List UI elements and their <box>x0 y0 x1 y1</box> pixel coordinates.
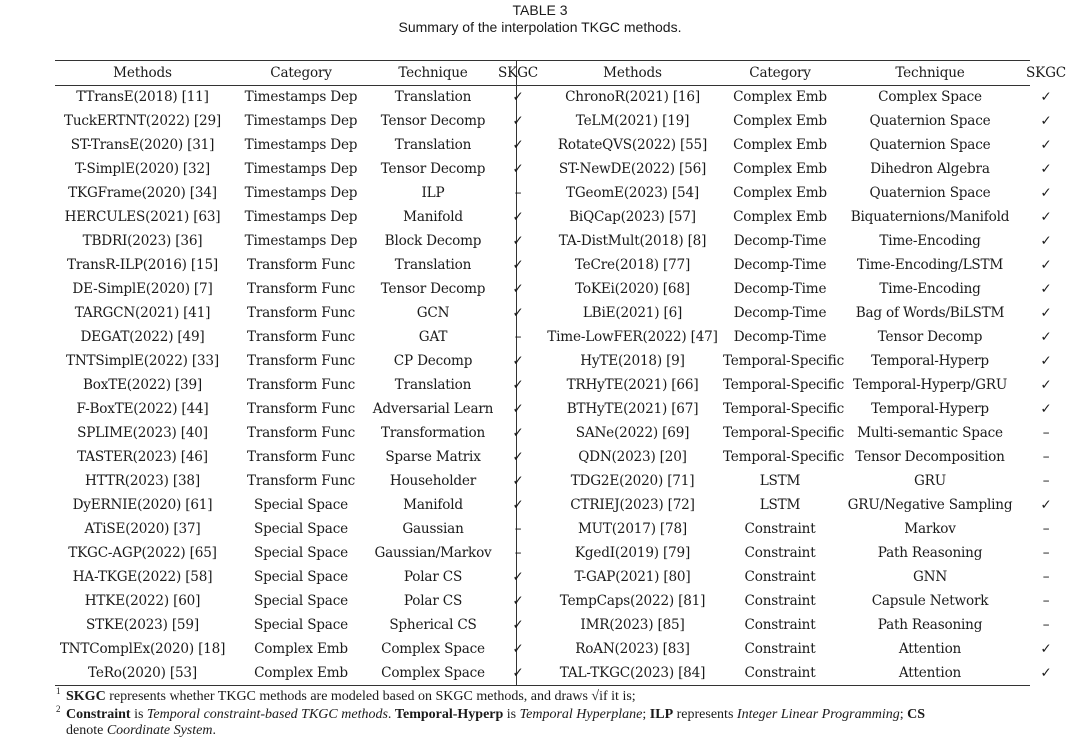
header-methods: Methods <box>603 65 662 81</box>
method-cell: TBDRI(2023) [36] <box>82 233 203 249</box>
category-cell: Temporal-Specific <box>723 449 844 465</box>
method-cell: TA-DistMult(2018) [8] <box>558 233 707 249</box>
technique-cell: Time-Encoding <box>879 281 981 297</box>
skgc-cell: – <box>514 545 522 561</box>
category-cell: Transform Func <box>246 377 356 393</box>
method-cell: HERCULES(2021) [63] <box>64 209 221 225</box>
footnote-definition: Temporal Hyperplane <box>519 707 643 722</box>
skgc-cell: ✓ <box>1040 281 1052 297</box>
method-cell: QDN(2023) [20] <box>578 449 687 465</box>
category-cell: Special Space <box>254 617 348 633</box>
category-cell: Temporal-Specific <box>723 425 844 441</box>
skgc-cell: ✓ <box>512 377 524 393</box>
method-cell: T-SimplE(2020) [32] <box>74 161 211 177</box>
table-body <box>55 85 1069 685</box>
table-row <box>55 205 1069 229</box>
method-cell: BiQCap(2023) [57] <box>569 209 696 225</box>
table-row <box>55 469 1069 493</box>
method-cell: TDG2E(2020) [71] <box>570 473 695 489</box>
footnote-text: . <box>212 723 216 738</box>
method-cell: TASTER(2023) [46] <box>77 449 208 465</box>
technique-cell: GCN <box>416 305 450 321</box>
category-cell: Complex Emb <box>254 641 348 657</box>
table-row <box>55 301 1069 325</box>
category-cell: Transform Func <box>246 353 356 369</box>
footnote-term: Constraint <box>66 707 131 722</box>
footnote-text: ; <box>642 707 650 722</box>
category-cell: Complex Emb <box>733 89 827 105</box>
method-cell: DyERNIE(2020) [61] <box>72 497 213 513</box>
technique-cell: Quaternion Space <box>869 137 991 153</box>
table-row <box>55 421 1069 445</box>
technique-cell: Tensor Decomp <box>380 113 486 129</box>
table-row <box>55 661 1069 685</box>
header-technique: Technique <box>895 65 965 81</box>
technique-cell: ILP <box>421 185 445 201</box>
skgc-cell: ✓ <box>512 641 524 657</box>
method-cell: DE-SimplE(2020) [7] <box>72 281 213 297</box>
category-cell: Special Space <box>254 521 348 537</box>
category-cell: Special Space <box>254 545 348 561</box>
footnote-mark: 1 <box>56 686 61 696</box>
table-row <box>55 565 1069 589</box>
category-cell: Timestamps Dep <box>244 89 358 105</box>
skgc-cell: ✓ <box>1040 209 1052 225</box>
skgc-cell: – <box>514 521 522 537</box>
technique-cell: Tensor Decomp <box>380 161 486 177</box>
category-cell: Constraint <box>744 665 816 681</box>
category-cell: Special Space <box>254 569 348 585</box>
technique-cell: Manifold <box>403 209 463 225</box>
technique-cell: Path Reasoning <box>877 545 983 561</box>
category-cell: Timestamps Dep <box>244 161 358 177</box>
skgc-cell: ✓ <box>1040 233 1052 249</box>
method-cell: TARGCN(2021) [41] <box>74 305 211 321</box>
footnote-term: ILP <box>649 707 674 722</box>
method-cell: ST-TransE(2020) [31] <box>70 137 215 153</box>
technique-cell: Quaternion Space <box>869 185 991 201</box>
skgc-cell: – <box>1042 425 1050 441</box>
category-cell: Transform Func <box>246 473 356 489</box>
footnote-text: denote <box>66 723 107 738</box>
method-cell: ChronoR(2021) [16] <box>565 89 700 105</box>
category-cell: Constraint <box>744 641 816 657</box>
method-cell: SPLIME(2023) [40] <box>77 425 208 441</box>
table-row <box>55 613 1069 637</box>
skgc-cell: – <box>1042 473 1050 489</box>
method-cell: STKE(2023) [59] <box>86 617 199 633</box>
header-category: Category <box>749 65 811 81</box>
category-cell: Complex Emb <box>733 137 827 153</box>
footnote-text: . <box>387 707 395 722</box>
skgc-cell: ✓ <box>1040 497 1052 513</box>
method-cell: TAL-TKGC(2023) [84] <box>559 665 706 681</box>
technique-cell: Multi-semantic Space <box>857 425 1003 441</box>
footnote-text: is <box>503 707 520 722</box>
category-cell: Special Space <box>254 497 348 513</box>
bottom-rule <box>55 685 1030 686</box>
technique-cell: Gaussian <box>402 521 464 537</box>
category-cell: Complex Emb <box>733 185 827 201</box>
technique-cell: Capsule Network <box>871 593 989 609</box>
skgc-cell: ✓ <box>1040 641 1052 657</box>
technique-cell: Householder <box>389 473 477 489</box>
category-cell: Complex Emb <box>733 161 827 177</box>
summary-table <box>55 61 1069 685</box>
header-methods: Methods <box>113 65 172 81</box>
table-label: TABLE 3 <box>512 2 568 18</box>
category-cell: Decomp-Time <box>733 329 827 345</box>
category-cell: Timestamps Dep <box>244 233 358 249</box>
skgc-cell: ✓ <box>512 113 524 129</box>
technique-cell: Transformation <box>380 425 486 441</box>
skgc-cell: ✓ <box>1040 665 1052 681</box>
technique-cell: Translation <box>394 257 472 273</box>
category-cell: Timestamps Dep <box>244 137 358 153</box>
technique-cell: Attention <box>898 665 962 681</box>
category-cell: Constraint <box>744 545 816 561</box>
category-cell: Timestamps Dep <box>244 185 358 201</box>
category-cell: Decomp-Time <box>733 233 827 249</box>
category-cell: Transform Func <box>246 425 356 441</box>
table-row <box>55 325 1069 349</box>
category-cell: LSTM <box>759 497 801 513</box>
table-row <box>55 397 1069 421</box>
method-cell: TGeomE(2023) [54] <box>566 185 699 201</box>
category-cell: Transform Func <box>246 329 356 345</box>
category-cell: Decomp-Time <box>733 257 827 273</box>
table-row <box>55 349 1069 373</box>
skgc-cell: ✓ <box>512 161 524 177</box>
table-row <box>55 445 1069 469</box>
skgc-cell: – <box>514 329 522 345</box>
category-cell: Complex Emb <box>254 665 348 681</box>
technique-cell: Complex Space <box>878 89 982 105</box>
category-cell: Transform Func <box>246 449 356 465</box>
header-category: Category <box>270 65 332 81</box>
technique-cell: GAT <box>418 329 448 345</box>
footnote-text: represents whether TKGC methods are modeled based on SKGC methods, and draws √if it is; <box>105 689 636 704</box>
method-cell: ATiSE(2020) [37] <box>84 521 201 537</box>
category-cell: Timestamps Dep <box>244 209 358 225</box>
skgc-cell: ✓ <box>512 233 524 249</box>
technique-cell: Bag of Words/BiLSTM <box>855 305 1005 321</box>
skgc-cell: ✓ <box>512 89 524 105</box>
header-technique: Technique <box>398 65 468 81</box>
skgc-cell: ✓ <box>512 473 524 489</box>
skgc-cell: ✓ <box>1040 353 1052 369</box>
method-cell: RoAN(2023) [83] <box>575 641 690 657</box>
skgc-cell: ✓ <box>512 209 524 225</box>
footnote-text: represents <box>673 707 737 722</box>
method-cell: LBiE(2021) [6] <box>582 305 683 321</box>
technique-cell: Dihedron Algebra <box>870 161 990 177</box>
method-cell: CTRIEJ(2023) [72] <box>570 497 695 513</box>
skgc-cell: ✓ <box>512 353 524 369</box>
method-cell: HTKE(2022) [60] <box>84 593 201 609</box>
technique-cell: Adversarial Learn <box>372 401 494 417</box>
table-row <box>55 373 1069 397</box>
technique-cell: Tensor Decomp <box>877 329 983 345</box>
category-cell: Constraint <box>744 521 816 537</box>
technique-cell: Gaussian/Markov <box>374 545 492 561</box>
skgc-cell: ✓ <box>512 497 524 513</box>
skgc-cell: – <box>1042 569 1050 585</box>
skgc-cell: ✓ <box>512 137 524 153</box>
table-row <box>55 133 1069 157</box>
technique-cell: GNN <box>912 569 948 585</box>
method-cell: TKGC-AGP(2022) [65] <box>68 545 217 561</box>
technique-cell: Temporal-Hyperp <box>871 353 989 369</box>
category-cell: Temporal-Specific <box>723 377 844 393</box>
header-skgc: SKGC <box>498 65 538 81</box>
category-cell: Special Space <box>254 593 348 609</box>
method-cell: SANe(2022) [69] <box>575 425 690 441</box>
footnote-definition: Coordinate System <box>106 723 213 738</box>
method-cell: MUT(2017) [78] <box>577 521 688 537</box>
technique-cell: Biquaternions/Manifold <box>850 209 1010 225</box>
skgc-cell: ✓ <box>512 425 524 441</box>
category-cell: Transform Func <box>246 305 356 321</box>
header-row <box>55 61 1069 85</box>
technique-cell: Block Decomp <box>384 233 482 249</box>
category-cell: Complex Emb <box>733 209 827 225</box>
table-row <box>55 637 1069 661</box>
technique-cell: Temporal-Hyperp/GRU <box>852 377 1008 393</box>
technique-cell: Translation <box>394 89 472 105</box>
header-skgc: SKGC <box>1026 65 1066 81</box>
table-row <box>55 85 1069 109</box>
skgc-cell: ✓ <box>1040 329 1052 345</box>
table-row <box>55 253 1069 277</box>
category-cell: Constraint <box>744 617 816 633</box>
skgc-cell: ✓ <box>1040 137 1052 153</box>
method-cell: HTTR(2023) [38] <box>85 473 200 489</box>
method-cell: TTransE(2018) [11] <box>76 89 209 105</box>
technique-cell: Complex Space <box>381 641 485 657</box>
method-cell: IMR(2023) [85] <box>580 617 685 633</box>
skgc-cell: ✓ <box>512 593 524 609</box>
technique-cell: Translation <box>394 137 472 153</box>
technique-cell: Polar CS <box>403 593 463 609</box>
skgc-cell: ✓ <box>512 569 524 585</box>
category-cell: Transform Func <box>246 257 356 273</box>
table-row <box>55 277 1069 301</box>
method-cell: TeCre(2018) [77] <box>574 257 691 273</box>
technique-cell: Spherical CS <box>389 617 477 633</box>
skgc-cell: ✓ <box>1040 161 1052 177</box>
category-cell: Temporal-Specific <box>723 401 844 417</box>
method-cell: DEGAT(2022) [49] <box>80 329 205 345</box>
footnote-term: Temporal-Hyperp <box>394 707 504 722</box>
method-cell: HA-TKGE(2022) [58] <box>72 569 213 585</box>
method-cell: TempCaps(2022) [81] <box>559 593 706 609</box>
technique-cell: Manifold <box>403 497 463 513</box>
table-row <box>55 493 1069 517</box>
technique-cell: Time-Encoding/LSTM <box>856 257 1004 273</box>
skgc-cell: – <box>1042 449 1050 465</box>
technique-cell: Markov <box>904 521 956 537</box>
method-cell: RotateQVS(2022) [55] <box>557 137 708 153</box>
technique-cell: Temporal-Hyperp <box>871 401 989 417</box>
method-cell: Time-LowFER(2022) [47] <box>547 329 718 345</box>
technique-cell: Tensor Decomp <box>380 281 486 297</box>
table-row <box>55 589 1069 613</box>
table-row <box>55 517 1069 541</box>
skgc-cell: – <box>1042 617 1050 633</box>
skgc-cell: ✓ <box>1040 113 1052 129</box>
technique-cell: Sparse Matrix <box>385 449 481 465</box>
skgc-cell: ✓ <box>512 449 524 465</box>
method-cell: BTHyTE(2021) [67] <box>566 401 699 417</box>
skgc-cell: – <box>1042 521 1050 537</box>
category-cell: Temporal-Specific <box>723 353 844 369</box>
skgc-cell: ✓ <box>1040 89 1052 105</box>
footnote-mark: 2 <box>56 704 61 714</box>
skgc-cell: ✓ <box>512 665 524 681</box>
method-cell: ST-NewDE(2022) [56] <box>558 161 707 177</box>
method-cell: TuckERTNT(2022) [29] <box>63 113 222 129</box>
table-row <box>55 181 1069 205</box>
skgc-cell: – <box>514 185 522 201</box>
skgc-cell: ✓ <box>512 257 524 273</box>
technique-cell: CP Decomp <box>393 353 473 369</box>
skgc-cell: – <box>1042 593 1050 609</box>
method-cell: TeLM(2021) [19] <box>575 113 690 129</box>
footnote-term: SKGC <box>66 689 106 704</box>
category-cell: Timestamps Dep <box>244 113 358 129</box>
technique-cell: Tensor Decomposition <box>855 449 1005 465</box>
method-cell: TeRo(2020) [53] <box>88 665 197 681</box>
skgc-cell: ✓ <box>1040 185 1052 201</box>
method-cell: HyTE(2018) [9] <box>580 353 685 369</box>
footnote-definition: Temporal constraint-based TKGC methods <box>146 707 388 722</box>
method-cell: T-GAP(2021) [80] <box>574 569 691 585</box>
category-cell: Constraint <box>744 593 816 609</box>
method-cell: BoxTE(2022) [39] <box>82 377 203 393</box>
table-row <box>55 157 1069 181</box>
method-cell: ToKEi(2020) [68] <box>575 281 690 297</box>
footnote-definition: Integer Linear Programming <box>736 707 900 722</box>
technique-cell: GRU <box>914 473 946 489</box>
technique-cell: Time-Encoding <box>879 233 981 249</box>
method-cell: TKGFrame(2020) [34] <box>68 185 217 201</box>
skgc-cell: – <box>1042 545 1050 561</box>
method-cell: TRHyTE(2021) [66] <box>566 377 699 393</box>
skgc-cell: ✓ <box>512 401 524 417</box>
technique-cell: Polar CS <box>403 569 463 585</box>
footnote-text: is <box>130 707 147 722</box>
footnote-2 <box>56 704 1036 739</box>
method-cell: KgedI(2019) [79] <box>574 545 691 561</box>
method-cell: F-BoxTE(2022) [44] <box>76 401 209 417</box>
category-cell: Transform Func <box>246 281 356 297</box>
table-row <box>55 229 1069 253</box>
skgc-cell: ✓ <box>512 281 524 297</box>
category-cell: Decomp-Time <box>733 281 827 297</box>
technique-cell: Attention <box>898 641 962 657</box>
technique-cell: Translation <box>394 377 472 393</box>
skgc-cell: ✓ <box>512 617 524 633</box>
category-cell: Transform Func <box>246 401 356 417</box>
technique-cell: GRU/Negative Sampling <box>847 497 1013 513</box>
skgc-cell: ✓ <box>1040 257 1052 273</box>
category-cell: Complex Emb <box>733 113 827 129</box>
footnote-text: ; <box>899 707 908 722</box>
skgc-cell: ✓ <box>1040 305 1052 321</box>
technique-cell: Complex Space <box>381 665 485 681</box>
skgc-cell: ✓ <box>1040 401 1052 417</box>
method-cell: TNTComplEx(2020) [18] <box>59 641 226 657</box>
technique-cell: Path Reasoning <box>877 617 983 633</box>
table-title: Summary of the interpolation TKGC methods. <box>398 19 682 35</box>
skgc-cell: ✓ <box>512 305 524 321</box>
method-cell: TNTSimplE(2022) [33] <box>66 353 219 369</box>
category-cell: Decomp-Time <box>733 305 827 321</box>
category-cell: Constraint <box>744 569 816 585</box>
skgc-cell: ✓ <box>1040 377 1052 393</box>
footnote-term: CS <box>907 707 926 722</box>
method-cell: TransR-ILP(2016) [15] <box>67 257 218 273</box>
technique-cell: Quaternion Space <box>869 113 991 129</box>
table-row <box>55 109 1069 133</box>
category-cell: LSTM <box>759 473 801 489</box>
footnote-1 <box>56 686 636 705</box>
table-row <box>55 541 1069 565</box>
